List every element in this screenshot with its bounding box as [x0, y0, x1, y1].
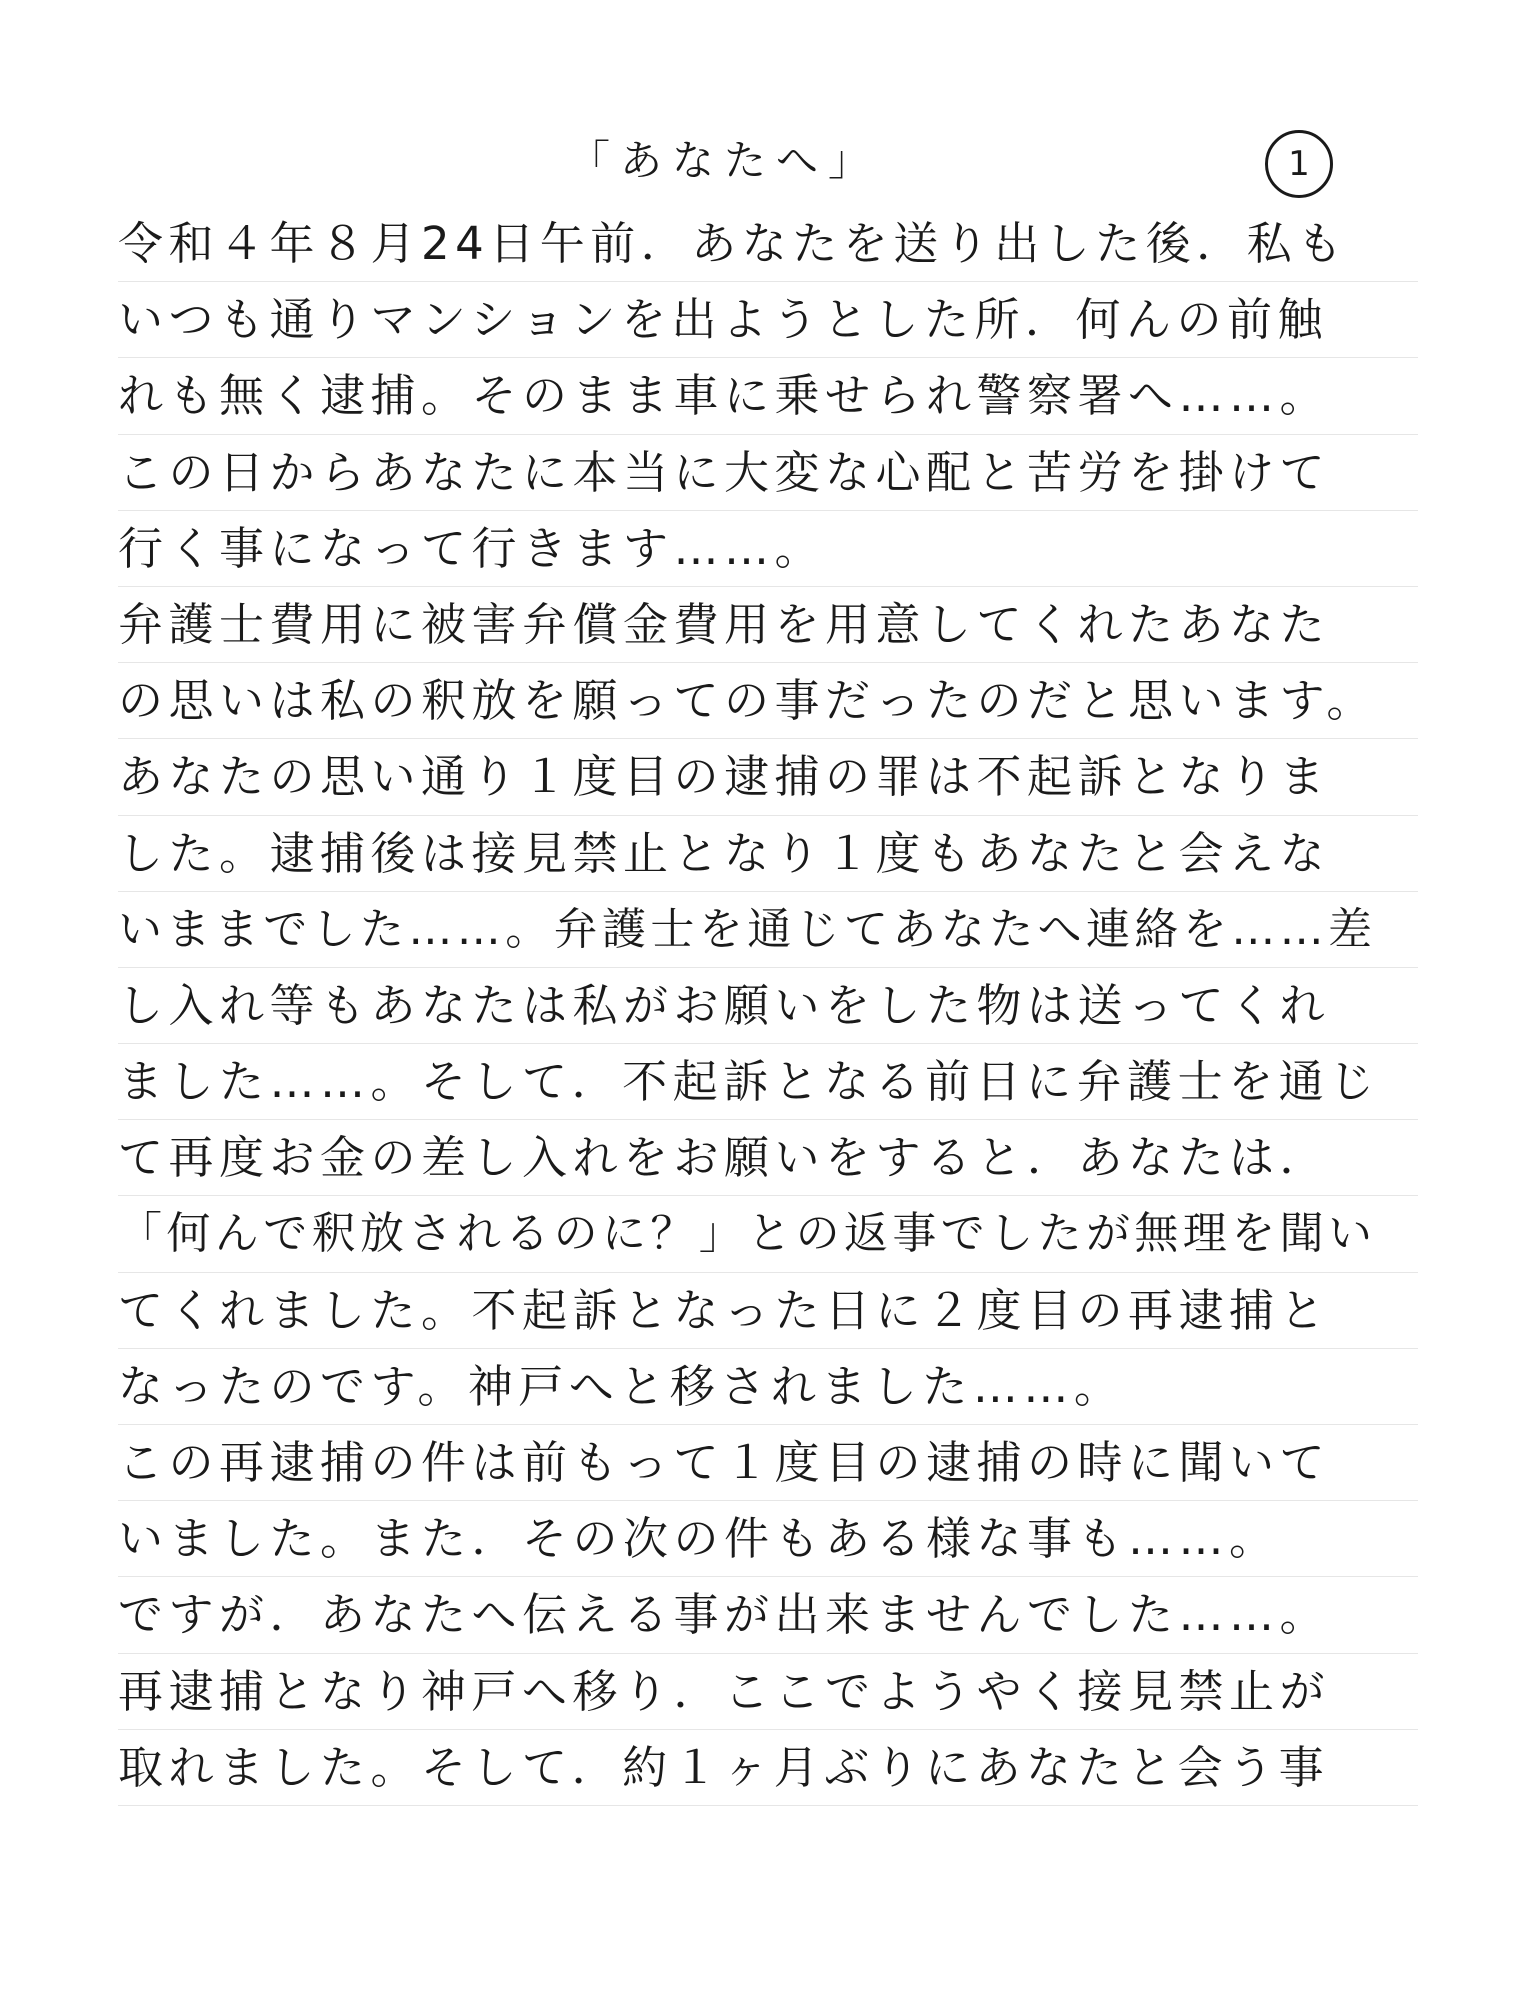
letter-line: 取れました。そして．約１ヶ月ぶりにあなたと会う事 — [118, 1730, 1418, 1806]
letter-line: いました。また．その次の件もある様な事も……。 — [118, 1501, 1418, 1577]
letter-line: し入れ等もあなたは私がお願いをした物は送ってくれ — [118, 968, 1418, 1044]
letter-line: した。逮捕後は接見禁止となり１度もあなたと会えな — [118, 816, 1418, 892]
letter-line: この再逮捕の件は前もって１度目の逮捕の時に聞いて — [118, 1425, 1418, 1501]
letter-line: て再度お金の差し入れをお願いをすると．あなたは． — [118, 1120, 1418, 1196]
letter-line: ました……。そして．不起訴となる前日に弁護士を通じ — [118, 1044, 1418, 1120]
letter-line: 令和４年８月24日午前．あなたを送り出した後．私も — [118, 206, 1418, 282]
letter-line: あなたの思い通り１度目の逮捕の罪は不起訴となりま — [118, 739, 1418, 815]
letter-line: てくれました。不起訴となった日に２度目の再逮捕と — [118, 1273, 1418, 1349]
letter-line: 「何んで釈放されるのに？」との返事でしたが無理を聞い — [118, 1196, 1418, 1272]
letter-line: の思いは私の釈放を願っての事だったのだと思います。 — [118, 663, 1418, 739]
letter-line: ですが．あなたへ伝える事が出来ませんでした……。 — [118, 1577, 1418, 1653]
letter-line: この日からあなたに本当に大変な心配と苦労を掛けて — [118, 435, 1418, 511]
letter-title: 「あなたへ」 — [567, 136, 880, 185]
letter-line: 再逮捕となり神戸へ移り．ここでようやく接見禁止が — [118, 1654, 1418, 1730]
letter-body — [118, 206, 1418, 1806]
letter-line: いままでした……。弁護士を通じてあなたへ連絡を……差 — [118, 892, 1418, 968]
letter-line: れも無く逮捕。そのまま車に乗せられ警察署へ……。 — [118, 358, 1418, 434]
page-number-circle: 1 — [1265, 130, 1333, 198]
letter-line: 弁護士費用に被害弁償金費用を用意してくれたあなた — [118, 587, 1418, 663]
letter-line: いつも通りマンションを出ようとした所．何んの前触 — [118, 282, 1418, 358]
letter-line: なったのです。神戸へと移されました……。 — [118, 1349, 1418, 1425]
letter-line: 行く事になって行きます……。 — [118, 511, 1418, 587]
